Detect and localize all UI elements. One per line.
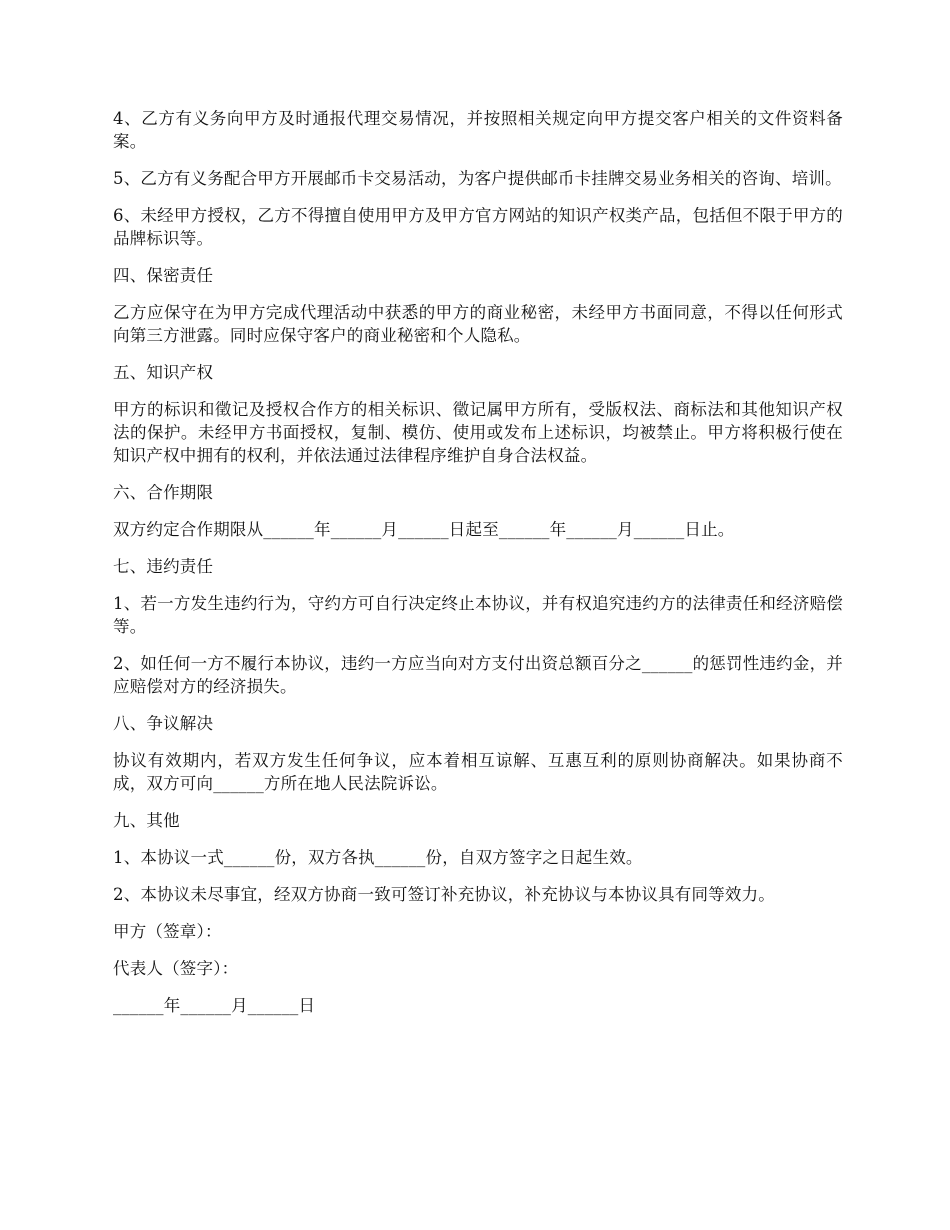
section-heading-breach: 七、违约责任 bbox=[113, 557, 214, 576]
party-a-seal: 甲方（签章）： bbox=[113, 922, 222, 941]
signature-date: ______年______月______日 bbox=[113, 996, 316, 1015]
other-clause-1: 1、本协议一式______份，双方各执______份，自双方签字之日起生效。 bbox=[113, 848, 643, 867]
dispute-text: 协议有效期内，若双方发生任何争议，应本着相互谅解、互惠互利的原则协商解决。如果协商不成，双方可向______方所在地人民法院诉讼。 bbox=[113, 751, 843, 793]
representative-signature: 代表人（签字）： bbox=[113, 959, 239, 978]
section-heading-term: 六、合作期限 bbox=[113, 483, 214, 502]
section-heading-dispute: 八、争议解决 bbox=[113, 714, 214, 733]
breach-clause-2: 2、如任何一方不履行本协议，违约一方应当向对方支付出资总额百分之______的惩罚性违约金，并应赔偿对方的经济损失。 bbox=[113, 654, 843, 696]
term-text: 双方约定合作期限从______年______月______日起至______年______月______日止。 bbox=[113, 520, 735, 539]
breach-clause-1: 1、若一方发生违约行为，守约方可自行决定终止本协议，并有权追究违约方的法律责任和经济赔偿等。 bbox=[113, 594, 843, 636]
other-clause-2: 2、本协议未尽事宜，经双方协商一致可签订补充协议，补充协议与本协议具有同等效力。 bbox=[113, 885, 775, 904]
section-heading-ip: 五、知识产权 bbox=[113, 363, 214, 382]
confidentiality-text: 乙方应保守在为甲方完成代理活动中获悉的甲方的商业秘密，未经甲方书面同意，不得以任何形式向第三方泄露。同时应保守客户的商业秘密和个人隐私。 bbox=[113, 303, 843, 345]
ip-text: 甲方的标识和徵记及授权合作方的相关标识、徵记属甲方所有，受版权法、商标法和其他知识产权法的保护。未经甲方书面授权，复制、模仿、使用或发布上述标识，均被禁止。甲方将积极行使在知识产权中拥有的权利，并依法通过法律程序维护自身合法权益。 bbox=[113, 400, 843, 465]
clause-6: 6、未经甲方授权，乙方不得擅自使用甲方及甲方官方网站的知识产权类产品，包括但不限于甲方的品牌标识等。 bbox=[113, 206, 843, 248]
clause-5: 5、乙方有义务配合甲方开展邮币卡交易活动，为客户提供邮币卡挂牌交易业务相关的咨询、培训。 bbox=[113, 169, 842, 188]
section-heading-confidentiality: 四、保密责任 bbox=[113, 266, 214, 285]
section-heading-other: 九、其他 bbox=[113, 811, 180, 830]
clause-4: 4、乙方有义务向甲方及时通报代理交易情况，并按照相关规定向甲方提交客户相关的文件资料备案。 bbox=[113, 109, 843, 151]
document-page bbox=[113, 107, 843, 1031]
